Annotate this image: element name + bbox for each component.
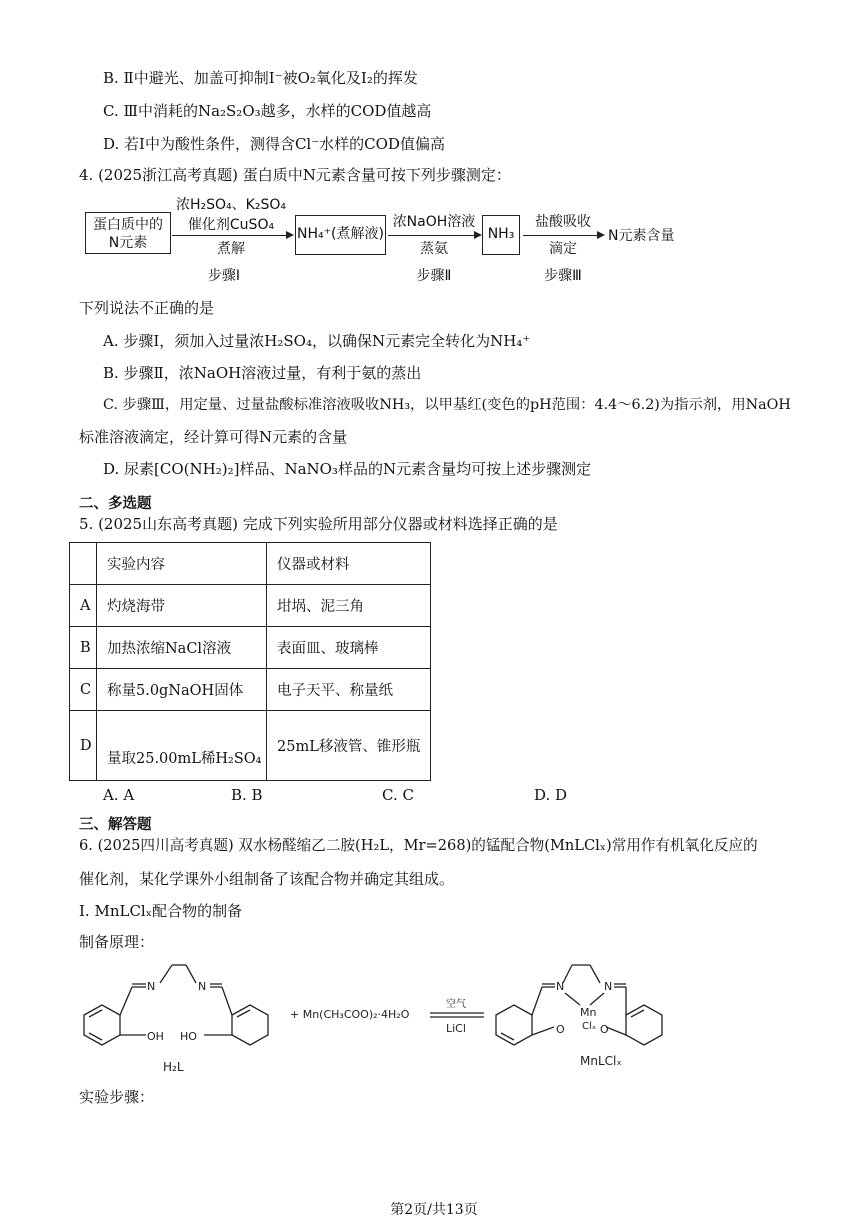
table-header-cell: 实验内容 [97, 543, 267, 585]
q4-question: 下列说法不正确的是 [79, 299, 215, 317]
flow-box-protein-line2: N元素 [108, 235, 148, 251]
q4-option-b: B. 步骤Ⅱ，浓NaOH溶液过量，有利于氨的蒸出 [103, 364, 422, 382]
struct-right-clx: Clₓ [582, 1021, 597, 1032]
flow-arrow1-bottom: 煮解 [217, 241, 245, 257]
q6-stem-line2: 催化剂，某化学课外小组制备了该配合物并确定其组成。 [79, 870, 455, 888]
flow-box-protein [85, 212, 171, 254]
label-mnlclx: MnLClₓ [580, 1054, 622, 1068]
flow-box-ammonia: NH₃ [482, 215, 520, 255]
page-footer: 第2页/共13页 [390, 1202, 478, 1218]
condition-top: 空气 [446, 999, 466, 1010]
struct-right-o1: O [556, 1023, 565, 1036]
flow-arrow-1 [172, 235, 292, 236]
flow-box-ammonium: NH₄⁺(煮解液) [295, 215, 386, 255]
struct-left-n2: N [198, 980, 207, 993]
table-cell: 25mL移液管、锥形瓶 [267, 711, 431, 781]
q6-stem-line1: 6. (2025四川高考真题) 双水杨醛缩乙二胺(H₂L，Mr=268)的锰配合物(MnLClₓ)常用作有机氧化反应的 [79, 837, 758, 854]
flow-arrow2-top: 浓NaOH溶液 [392, 214, 476, 230]
flow-arrow1-top2: 催化剂CuSO₄ [187, 217, 275, 233]
q6-part1-heading: Ⅰ. MnLClₓ配合物的制备 [79, 902, 243, 920]
flow-step3-label: 步骤Ⅲ [544, 268, 582, 284]
table-cell: 坩埚、泥三角 [267, 585, 431, 627]
table-cell: 称量5.0gNaOH固体 [97, 669, 267, 711]
q4-stem: 4. (2025浙江高考真题) 蛋白质中N元素含量可按下列步骤测定： [79, 166, 511, 184]
struct-right-mn: Mn [580, 1006, 597, 1019]
flow-box-protein-line1: 蛋白质中的 [93, 217, 163, 233]
section-heading-multi-choice: 二、多选题 [79, 496, 152, 512]
struct-left-n1: N [147, 980, 156, 993]
table-row [70, 627, 431, 669]
table-row [70, 669, 431, 711]
table-cell: 加热浓缩NaCl溶液 [97, 627, 267, 669]
struct-right-n2: N [604, 980, 613, 993]
flow-step1-label: 步骤Ⅰ [207, 268, 241, 284]
flow-result: N元素含量 [608, 228, 675, 244]
q6-principle-label: 制备原理： [79, 933, 155, 951]
table-cell: D [70, 711, 97, 781]
reaction-scheme [0, 955, 868, 1095]
q5-choice-d: D. D [534, 786, 568, 804]
q3-option-c: C. Ⅲ中消耗的Na₂S₂O₃越多，水样的COD值越高 [103, 102, 432, 120]
q6-steps-label: 实验步骤： [79, 1088, 155, 1106]
section-heading-answer: 三、解答题 [79, 817, 152, 833]
q5-choice-a: A. A [103, 786, 135, 804]
reagent-text: + Mn(CH₃COO)₂·4H₂O [290, 1008, 410, 1021]
q3-option-b: B. Ⅱ中避光、加盖可抑制I⁻被O₂氧化及I₂的挥发 [103, 69, 418, 87]
label-h2l: H₂L [163, 1060, 184, 1074]
condition-bottom: LiCl [446, 1022, 466, 1035]
struct-left-oh: OH [147, 1030, 164, 1043]
flow-arrow3-top: 盐酸吸收 [535, 214, 591, 230]
table-header-row [70, 543, 431, 585]
struct-left-ho: HO [180, 1030, 197, 1043]
struct-right-n1: N [556, 980, 565, 993]
table-cell: 电子天平、称量纸 [267, 669, 431, 711]
q5-stem: 5. (2025山东高考真题) 完成下列实验所用部分仪器或材料选择正确的是 [79, 515, 558, 533]
flow-step2-label: 步骤Ⅱ [416, 268, 452, 284]
table-cell: 表面皿、玻璃棒 [267, 627, 431, 669]
flow-arrow2-bottom: 蒸氨 [420, 241, 448, 257]
q3-option-d: D. 若Ⅰ中为酸性条件，测得含Cl⁻水样的COD值偏高 [103, 135, 445, 153]
table-header-cell [70, 543, 97, 585]
table-row [70, 711, 431, 781]
table-cell: 量取25.00mL稀H₂SO₄ [97, 711, 267, 781]
q5-choice-b: B. B [231, 786, 263, 804]
table-cell: C [70, 669, 97, 711]
table-row [70, 585, 431, 627]
q4-option-a: A. 步骤Ⅰ，须加入过量浓H₂SO₄，以确保N元素完全转化为NH₄⁺ [103, 332, 531, 350]
q4-option-d: D. 尿素[CO(NH₂)₂]样品、NaNO₃样品的N元素含量均可按上述步骤测定 [103, 460, 592, 478]
q5-choice-c: C. C [382, 786, 414, 804]
q4-option-c-line1: C. 步骤Ⅲ，用定量、过量盐酸标准溶液吸收NH₃，以甲基红(变色的pH范围：4.4～6.2)为指示剂，用NaOH [103, 397, 791, 413]
struct-right-o2: O [600, 1023, 609, 1036]
flow-arrow1-top1: 浓H₂SO₄、K₂SO₄ [176, 197, 286, 213]
q5-table [69, 542, 431, 781]
q4-option-c-line2: 标准溶液滴定，经计算可得N元素的含量 [79, 428, 348, 446]
flow-arrow-2 [388, 235, 480, 236]
table-header-cell: 仪器或材料 [267, 543, 431, 585]
flow-arrow3-bottom: 滴定 [549, 241, 577, 257]
table-cell: B [70, 627, 97, 669]
table-cell: A [70, 585, 97, 627]
table-cell: 灼烧海带 [97, 585, 267, 627]
flow-arrow-3 [523, 235, 603, 236]
